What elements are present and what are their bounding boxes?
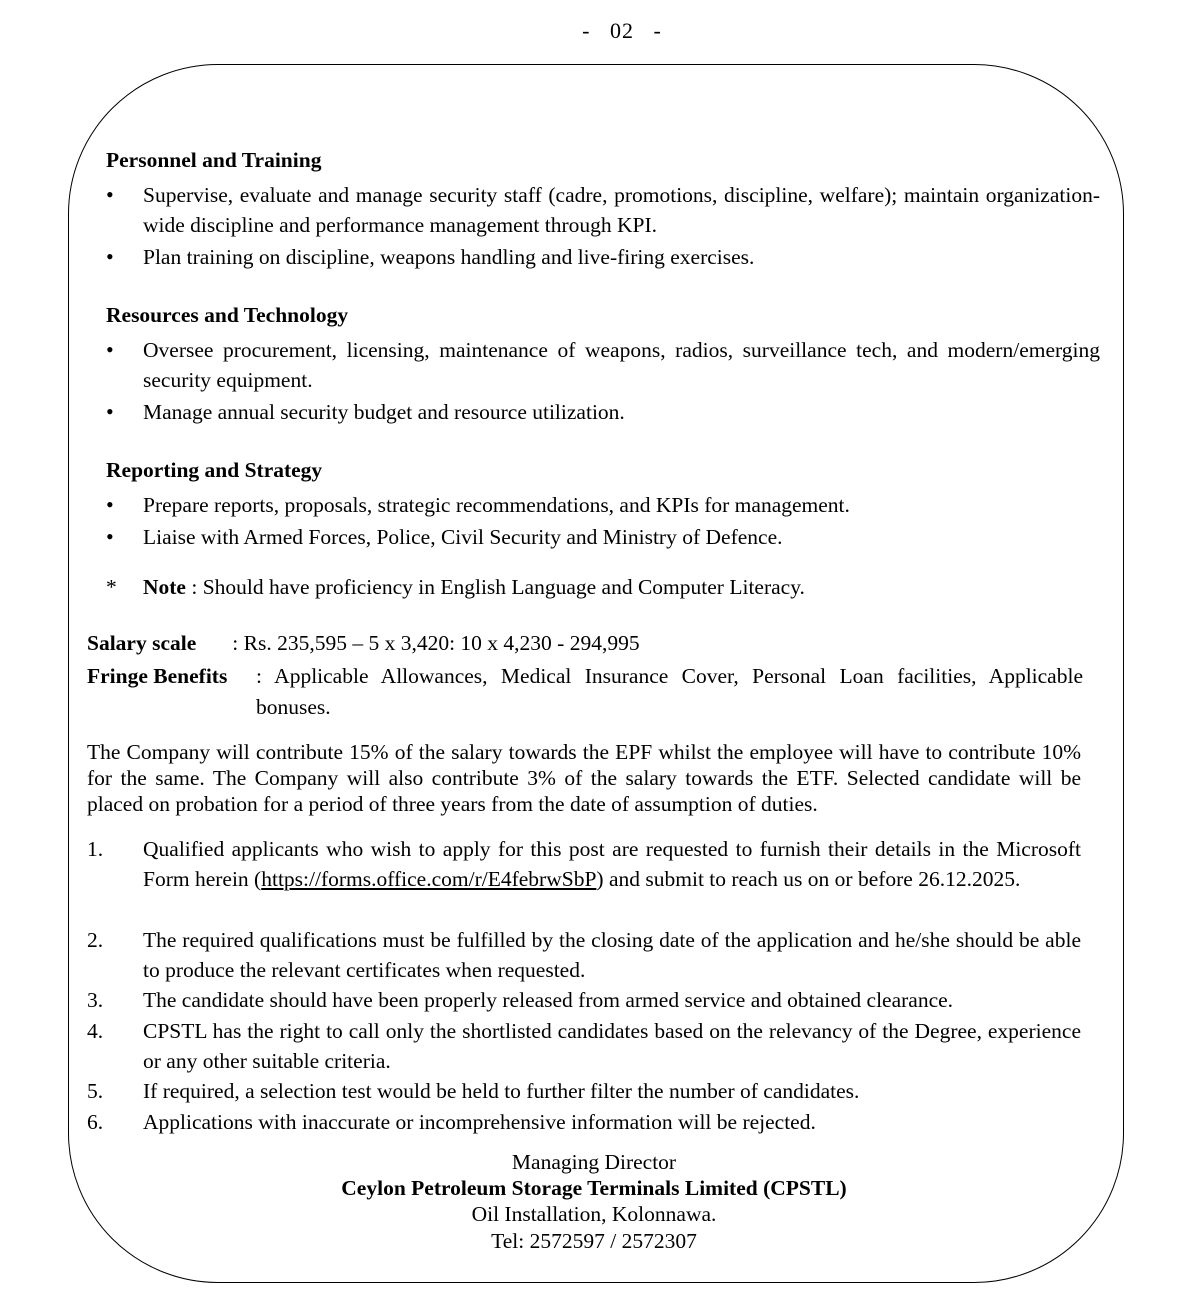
page-number: - 02 - [582,18,662,43]
instruction-text [143,834,1081,894]
bullet-item [106,490,1100,520]
bullet-icon: • [106,399,114,424]
instruction-text: Applications with inaccurate or incomprehensive information will be rejected. [143,1110,816,1134]
bullet-item [106,242,1100,272]
instruction-text-after: ) and submit to reach us on or before 26.12.2025. [596,867,1021,891]
bullet-text: Prepare reports, proposals, strategic recommendations, and KPIs for management. [143,493,850,517]
signature-title: Managing Director [511,1150,677,1174]
bullet-item [106,397,1100,427]
instruction-number: 1. [87,837,104,861]
signature-address: Oil Installation, Kolonnawa. [471,1202,717,1226]
salary-scale-label: Salary scale [87,631,197,655]
instruction-item [87,834,1081,894]
bullet-icon: • [106,492,114,517]
bullet-item [106,335,1100,395]
note [106,575,1100,600]
bullet-text: Plan training on discipline, weapons handling and live-firing exercises. [143,245,755,269]
fringe-benefits-label: Fringe Benefits [87,664,228,688]
instruction-number: 6. [87,1110,104,1134]
instruction-item [87,1016,1081,1076]
instruction-text: If required, a selection test would be held to further filter the number of candidates. [143,1079,860,1103]
instruction-text: CPSTL has the right to call only the shortlisted candidates based on the relevancy of the Degree, experience or any other suitable criteria. [143,1019,1081,1073]
section-heading-resources-technology: Resources and Technology [106,303,349,327]
instruction-text: The required qualifications must be fulfilled by the closing date of the application and he/she should be able to produce the relevant certificates when requested. [143,928,1081,982]
note-text: : Should have proficiency in English Language and Computer Literacy. [185,575,805,599]
bullet-item [106,522,1100,552]
instruction-number: 2. [87,928,104,952]
signature-telephone: Tel: 2572597 / 2572307 [491,1229,697,1253]
instruction-item [87,925,1081,985]
instruction-item [87,1076,1081,1106]
fringe-benefits-row [87,661,1083,723]
bullet-icon: • [106,524,114,549]
instruction-number: 4. [87,1019,104,1043]
fringe-benefits-value: : Applicable Allowances, Medical Insurance Cover, Personal Loan facilities, Applicable bonuses. [256,664,1083,719]
bullet-icon: • [106,182,114,207]
salary-scale-row [87,631,640,656]
instruction-text: The candidate should have been properly released from armed service and obtained clearance. [143,988,954,1012]
signature-company: Ceylon Petroleum Storage Terminals Limited (CPSTL) [341,1176,847,1200]
instruction-item [87,1107,1081,1137]
section-heading-reporting-strategy: Reporting and Strategy [106,458,323,482]
section-heading-personnel-training: Personnel and Training [106,148,322,172]
microsoft-form-link[interactable]: https://forms.office.com/r/E4febrwSbP [261,867,597,891]
bullet-text: Liaise with Armed Forces, Police, Civil Security and Ministry of Defence. [143,525,783,549]
bullet-item [106,180,1100,240]
bullet-icon: • [106,337,114,362]
note-label: Note [143,575,186,599]
bullet-icon: • [106,244,114,269]
instruction-item [87,985,1081,1015]
instruction-number: 3. [87,988,104,1012]
instruction-text-before: Qualified applicants who wish to apply for this post are requested to furnish their details in the Microsoft Form herein ( [143,837,1081,891]
salary-scale-value: : Rs. 235,595 – 5 x 3,420: 10 x 4,230 - 294,995 [232,631,640,655]
bullet-text: Supervise, evaluate and manage security staff (cadre, promotions, discipline, welfare); maintain organization-wide discipline and performance management through KPI. [143,183,1100,237]
bullet-text: Oversee procurement, licensing, maintenance of weapons, radios, surveillance tech, and modern/emerging security equipment. [143,338,1100,392]
bullet-text: Manage annual security budget and resource utilization. [143,400,625,424]
contribution-paragraph: The Company will contribute 15% of the salary towards the EPF whilst the employee will have to contribute 10% for the same. The Company will also contribute 3% of the salary towards the ETF. Selected candidate will be placed on probation for a period of three years from the date of assumption of duties. [87,740,1081,816]
instruction-number: 5. [87,1079,104,1103]
asterisk-icon: * [106,575,117,599]
